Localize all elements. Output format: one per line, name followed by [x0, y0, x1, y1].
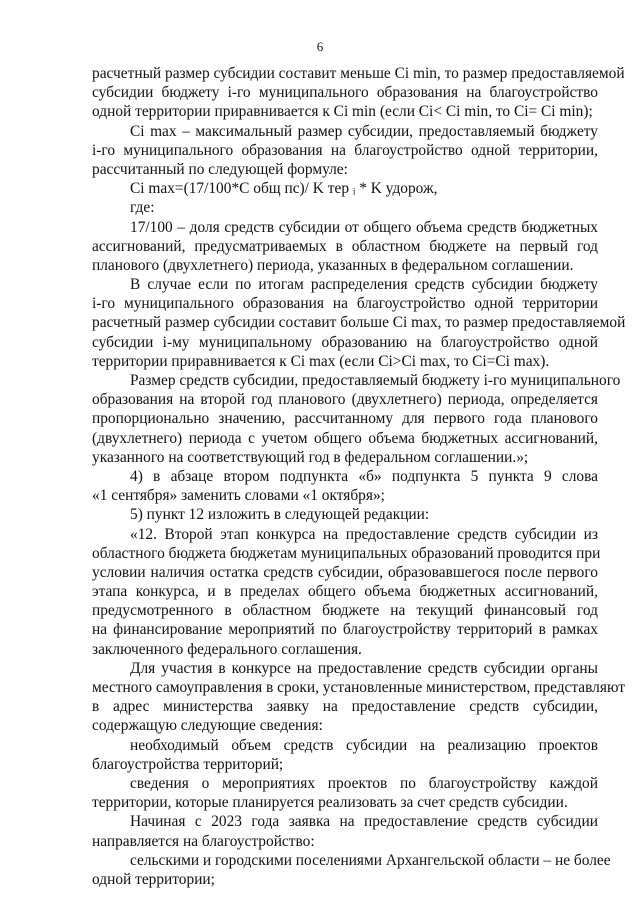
text-line: этапа конкурса, и в пределах общего объема бюджетных ассигнований, [92, 583, 598, 601]
text-line: Размер средств субсидии, предоставляемый бюджету i-го муниципального [130, 372, 621, 389]
text-line: i-го муниципального образования на благоустройство одной территории, [92, 141, 598, 159]
text-line: заключенного федерального соглашения. [92, 640, 362, 658]
text-line: образования на второй год планового (двухлетнего) периода, определяется [92, 391, 598, 409]
text-line: где: [130, 199, 155, 217]
text-line: одной территории приравнивается к Ci min (если Ci< Ci min, то Ci= Ci min); [92, 103, 593, 121]
text-line: территории приравнивается к Ci max (если Ci>Ci max, то Ci=Ci max). [92, 352, 550, 370]
text-line: сведения о мероприятиях проектов по благоустройству каждой [130, 774, 598, 792]
page-number: 6 [316, 39, 324, 54]
text-line: субсидии бюджету i-го муниципального образования на благоустройство [92, 84, 598, 102]
text-line: Ci max=(17/100*C общ пс)/ K тер ᵢ * K удорож, [130, 180, 438, 198]
text-line: благоустройства территорий; [92, 755, 284, 773]
text-line: В случае если по итогам распределения средств субсидии бюджету [130, 276, 598, 294]
text-line: i-го муниципального образования на благоустройство одной территории [92, 295, 598, 313]
text-line: (двухлетнего) периода с учетом общего объема бюджетных ассигнований, [92, 429, 598, 447]
text-line: 17/100 – доля средств субсидии от общего объема средств бюджетных [130, 218, 598, 236]
text-line: Ci max – максимальный размер субсидии, предоставляемый бюджету [130, 122, 598, 140]
text-line: планового (двухлетнего) периода, указанных в федеральном соглашении. [92, 256, 574, 274]
text-line: «12. Второй этап конкурса на предоставление средств субсидии из [130, 525, 598, 543]
text-line: пропорционально значению, рассчитанному для первого года планового [92, 410, 598, 428]
text-line: рассчитанный по следующей формуле: [92, 160, 348, 178]
text-line: 5) пункт 12 изложить в следующей редакции: [130, 506, 430, 524]
text-line: субсидии i-му муниципальному образованию на благоустройство одной [92, 333, 598, 351]
text-line: территории, которые планируется реализовать за счет средств субсидии. [92, 794, 568, 812]
text-line: на финансирование мероприятий по благоустройству территорий в рамках [92, 621, 598, 639]
text-line: необходимый объем средств субсидии на реализацию проектов [130, 736, 598, 754]
text-line: Для участия в конкурсе на предоставление средств субсидии органы [130, 659, 598, 677]
text-line: расчетный размер субсидии составит больше Ci max, то размер предоставляемой [92, 314, 626, 332]
text-line: расчетный размер субсидии составит меньше Ci min, то размер предоставляемой [92, 65, 625, 82]
text-line: местного самоуправления в сроки, установленные министерством, представляют [92, 679, 625, 696]
text-line: 4) в абзаце втором подпункта «б» подпункта 5 пункта 9 слова [130, 467, 598, 485]
text-line: «1 сентября» заменить словами «1 октября»; [92, 487, 385, 505]
text-line: ассигнований, предусматриваемых в областном бюджете на первый год [92, 237, 598, 255]
text-line: содержащую следующие сведения: [92, 717, 323, 735]
text-line: указанного на соответствующий год в федеральном соглашении.»; [92, 448, 529, 466]
text-line: сельскими и городскими поселениями Архангельской области – не более [130, 851, 611, 869]
text-line: в адрес министерства заявку на предоставление средств субсидии, [92, 698, 598, 716]
text-line: условии наличия остатка средств субсидии, образовавшегося после первого [92, 563, 598, 581]
text-line: направляется на благоустройство: [92, 832, 315, 850]
text-line: предусмотренного в областном бюджете на текущий финансовый год [92, 602, 598, 620]
text-line: областного бюджета бюджетам муниципальных образований проводится при [92, 544, 601, 562]
document-body [92, 64, 626, 889]
text-line: Начиная с 2023 года заявка на предоставление средств субсидии [130, 813, 598, 831]
text-line: одной территории; [92, 870, 215, 888]
